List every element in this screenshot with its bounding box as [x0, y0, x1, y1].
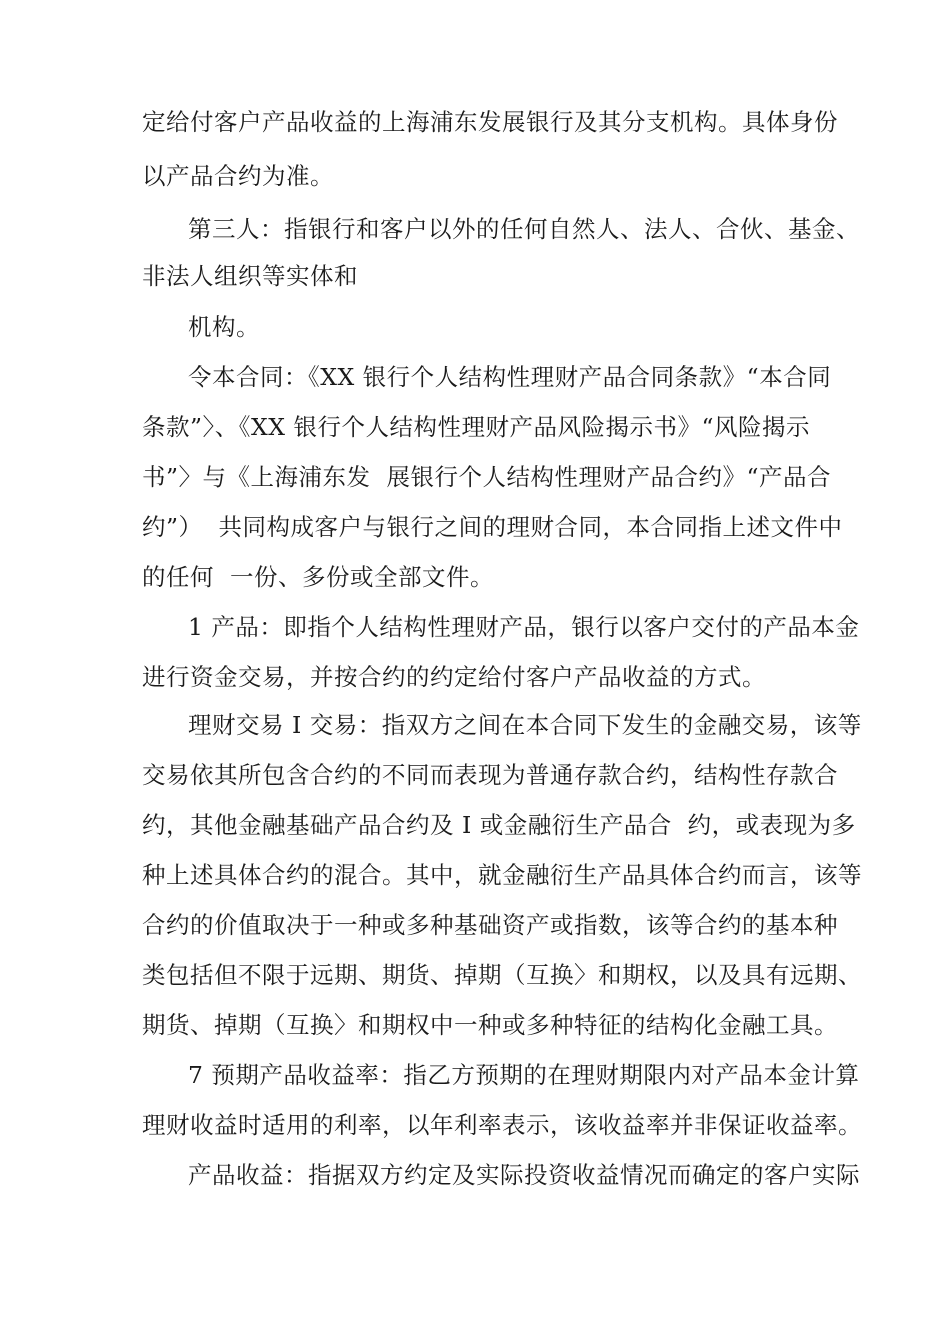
- text-line-11: 1 产品：即指个人结构性理财产品，银行以客户交付的产品本金: [188, 613, 860, 641]
- text-line-10: 的任何 一份、多份或全部文件。: [142, 563, 494, 591]
- text-line-15: 约，其他金融基础产品合约及 I 或金融衍生产品合 约，或表现为多: [142, 811, 856, 839]
- text-line-3: 第三人：指银行和客户以外的任何自然人、法人、合伙、基金、: [188, 215, 860, 243]
- text-line-5: 机构。: [188, 313, 260, 341]
- text-line-8: 书”〉与《上海浦东发 展银行个人结构性理财产品合约》“产品合: [142, 463, 831, 491]
- text-line-6: 令本合同：《XX 银行个人结构性理财产品合同条款》“本合同: [188, 363, 832, 391]
- text-line-21: 理财收益时适用的利率，以年利率表示，该收益率并非保证收益率。: [142, 1111, 862, 1139]
- text-line-2: 以产品合约为准。: [142, 162, 334, 190]
- text-line-14: 交易依其所包含合约的不同而表现为普通存款合约，结构性存款合: [142, 761, 838, 789]
- text-line-4: 非法人组织等实体和: [142, 262, 358, 290]
- text-line-13: 理财交易 I 交易：指双方之间在本合同下发生的金融交易，该等: [188, 711, 862, 739]
- text-line-17: 合约的价值取决于一种或多种基础资产或指数，该等合约的基本种: [142, 911, 838, 939]
- text-line-12: 进行资金交易，并按合约的约定给付客户产品收益的方式。: [142, 663, 766, 691]
- text-line-22: 产品收益：指据双方约定及实际投资收益情况而确定的客户实际: [188, 1161, 860, 1189]
- text-line-19: 期货、掉期（互换〉和期权中一种或多种特征的结构化金融工具。: [142, 1011, 838, 1039]
- text-line-18: 类包括但不限于远期、期货、掉期（互换〉和期权，以及具有远期、: [142, 961, 862, 989]
- text-line-20: 7 预期产品收益率：指乙方预期的在理财期限内对产品本金计算: [188, 1061, 860, 1089]
- text-line-7: 条款”〉、《XX 银行个人结构性理财产品风险揭示书》“风险揭示: [142, 413, 810, 441]
- text-line-16: 种上述具体合约的混合。其中，就金融衍生产品具体合约而言，该等: [142, 861, 862, 889]
- text-line-1: 定给付客户产品收益的上海浦东发展银行及其分支机构。具体身份: [142, 108, 838, 136]
- text-line-9: 约”） 共同构成客户与银行之间的理财合同，本合同指上述文件中: [142, 513, 843, 541]
